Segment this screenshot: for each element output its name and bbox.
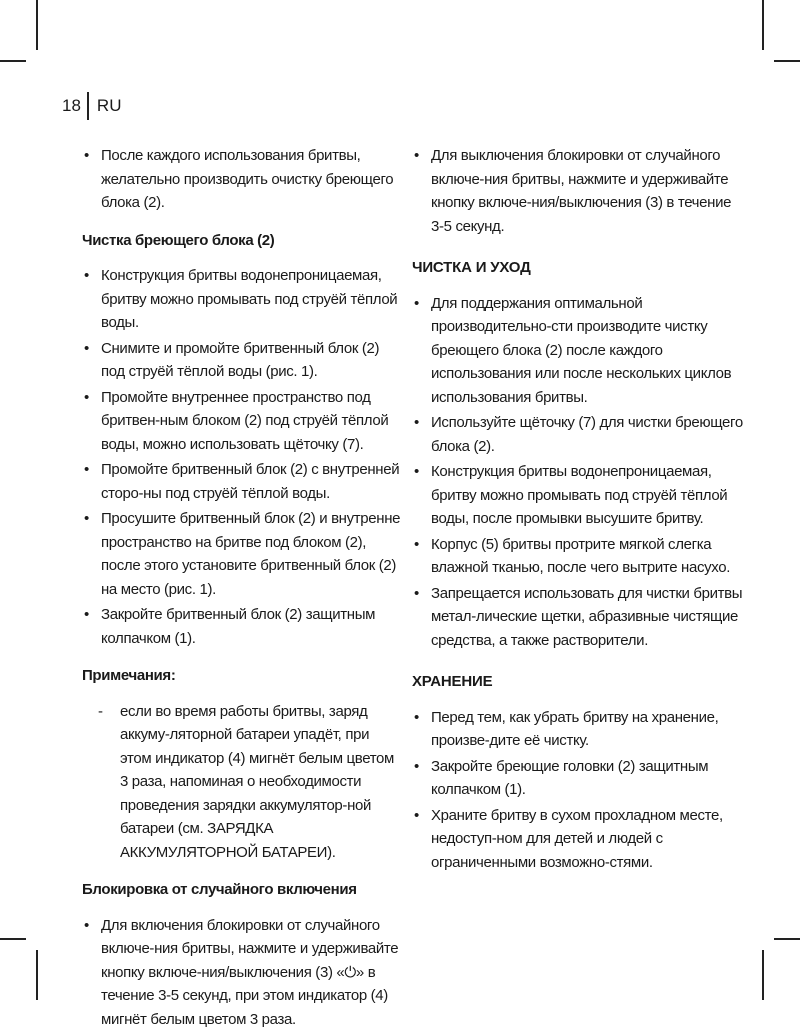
crop-mark-top-left: [36, 0, 38, 50]
heading-notes: Примечания:: [82, 667, 176, 684]
care-list: [412, 292, 744, 653]
notes-list: [82, 700, 404, 865]
list-item: • Конструкция бритвы водонепроницаемая, бритву можно промывать под струёй тёплой воды, после промывки высушите бритву.: [412, 460, 744, 531]
list-item: • Просушите бритвенный блок (2) и внутренне пространство на бритве под блоком (2), после этого установите бритвенный блок (2) на место (рис. 1).: [82, 507, 404, 601]
language-code: RU: [96, 96, 122, 115]
intro-list: [82, 144, 404, 215]
page-header: [62, 92, 121, 120]
list-item: • Храните бритву в сухом прохладном месте, недоступ-ном для детей и людей с ограниченными возможно-стями.: [412, 804, 744, 875]
list-item: • Промойте внутреннее пространство под бритвен-ным блоком (2) под струёй тёплой воды, можно использовать щёточку (7).: [82, 386, 404, 457]
list-item: • Перед тем, как убрать бритву на хранение, произве-дите её чистку.: [412, 706, 744, 753]
storage-list: [412, 706, 744, 875]
left-column: [82, 144, 404, 1033]
list-item: • Промойте бритвенный блок (2) с внутренней сторо-ны под струёй тёплой воды.: [82, 458, 404, 505]
list-item: • Корпус (5) бритвы протрите мягкой слегка влажной тканью, после чего вытрите насухо.: [412, 533, 744, 580]
crop-mark-bottom-right: [762, 950, 764, 1000]
heading-care: ЧИСТКА И УХОД: [412, 259, 531, 276]
list-item: • После каждого использования бритвы, желательно производить очистку бреющего блока (2).: [82, 144, 404, 215]
crop-mark-bottom-right-h: [774, 938, 800, 940]
list-item: • Для включения блокировки от случайного включе-ния бритвы, нажмите и удерживайте кнопку включе-ния/выключения (3) «⏻» в течение 3-5 секунд, при этом индикатор (4) мигнёт белым цветом 3 раза.: [82, 914, 404, 1032]
list-item: • Запрещается использовать для чистки бритвы метал-лические щетки, абразивные чистящие средства, а также растворители.: [412, 582, 744, 653]
crop-mark-bottom-left-h: [0, 938, 26, 940]
right-column: [412, 144, 744, 876]
crop-mark-bottom-left: [36, 950, 38, 1000]
list-item: • Снимите и промойте бритвенный блок (2) под струёй тёплой воды (рис. 1).: [82, 337, 404, 384]
list-item: • Конструкция бритвы водонепроницаемая, бритву можно промывать под струёй тёплой воды.: [82, 264, 404, 335]
header-divider: [87, 92, 89, 120]
unlock-list: [412, 144, 744, 238]
page-number: 18: [62, 96, 81, 115]
note-item: - если во время работы бритвы, заряд аккуму-ляторной батареи упадёт, при этом индикатор (4) мигнёт белым цветом 3 раза, напоминая о необходимости проведения зарядки аккумулятор-ной батареи (см. ЗАРЯДКА АККУМУЛЯТОРНОЙ БАТАРЕИ).: [82, 700, 404, 865]
crop-mark-top-right-h: [774, 60, 800, 62]
list-item: • Используйте щёточку (7) для чистки бреющего блока (2).: [412, 411, 744, 458]
list-item: • Закройте бреющие головки (2) защитным колпачком (1).: [412, 755, 744, 802]
crop-mark-top-left-h: [0, 60, 26, 62]
heading-storage: ХРАНЕНИЕ: [412, 673, 493, 690]
list-item: • Закройте бритвенный блок (2) защитным колпачком (1).: [82, 603, 404, 650]
list-item: • Для поддержания оптимальной производительно-сти производите чистку бреющего блока (2) после каждого использования или после нескольких циклов использования бритвы.: [412, 292, 744, 410]
list-item: • Для выключения блокировки от случайного включе-ния бритвы, нажмите и удерживайте кнопку включе-ния/выключения (3) в течение 3-5 секунд.: [412, 144, 744, 238]
crop-mark-top-right: [762, 0, 764, 50]
cleaning-list: [82, 264, 404, 650]
lock-list: [82, 914, 404, 1032]
heading-lock: Блокировка от случайного включения: [82, 881, 357, 898]
heading-cleaning: Чистка бреющего блока (2): [82, 231, 275, 249]
